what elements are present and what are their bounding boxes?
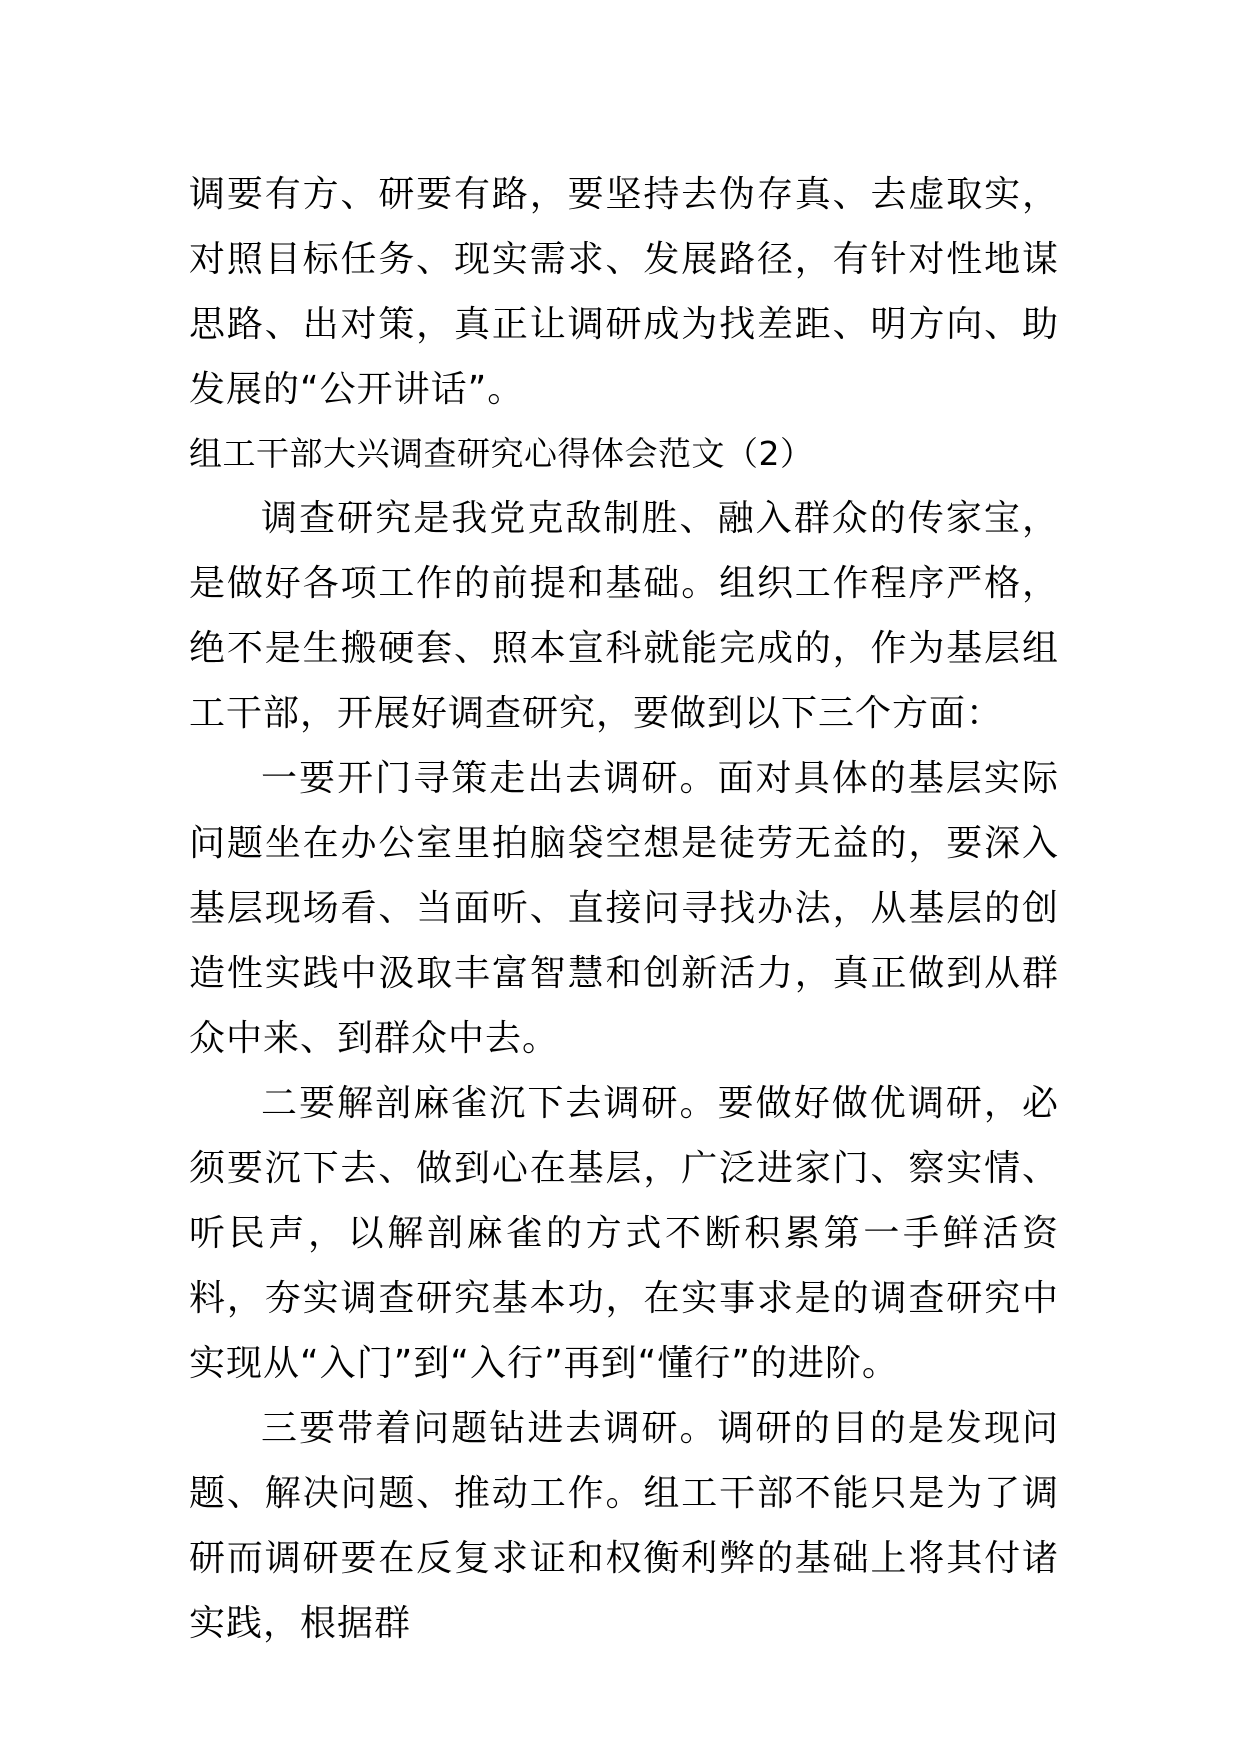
paragraph-point-three: 三要带着问题钻进去调研。调研的目的是发现问题、解决问题、推动工作。组工干部不能只是为了调研而调研要在反复求证和权衡利弊的基础上将其付诸实践，根据群	[189, 1408, 1059, 1644]
paragraph-intro: 调查研究是我党克敌制胜、融入群众的传家宝，是做好各项工作的前提和基础。组织工作程序严格，绝不是生搬硬套、照本宣科就能完成的，作为基层组工干部，开展好调查研究，要做到以下三个方面：	[189, 498, 1059, 734]
paragraph-point-two: 二要解剖麻雀沉下去调研。要做好做优调研，必须要沉下去、做到心在基层，广泛进家门、察实情、听民声，以解剖麻雀的方式不断积累第一手鲜活资料，夯实调查研究基本功，在实事求是的调查研究中实现从“入门”到“入行”再到“懂行”的进阶。	[189, 1083, 1059, 1384]
paragraph-point-one: 一要开门寻策走出去调研。面对具体的基层实际问题坐在办公室里拍脑袋空想是徒劳无益的，要深入基层现场看、当面听、直接问寻找办法，从基层的创造性实践中汲取丰富智慧和创新活力，真正做到从群众中来、到群众中去。	[189, 758, 1059, 1059]
document-body	[189, 162, 1059, 1656]
paragraph-closing-previous: 调要有方、研要有路，要坚持去伪存真、去虚取实，对照目标任务、现实需求、发展路径，有针对性地谋思路、出对策，真正让调研成为找差距、明方向、助发展的“公开讲话”。	[189, 174, 1059, 410]
section-heading: 组工干部大兴调查研究心得体会范文（2）	[189, 434, 814, 473]
